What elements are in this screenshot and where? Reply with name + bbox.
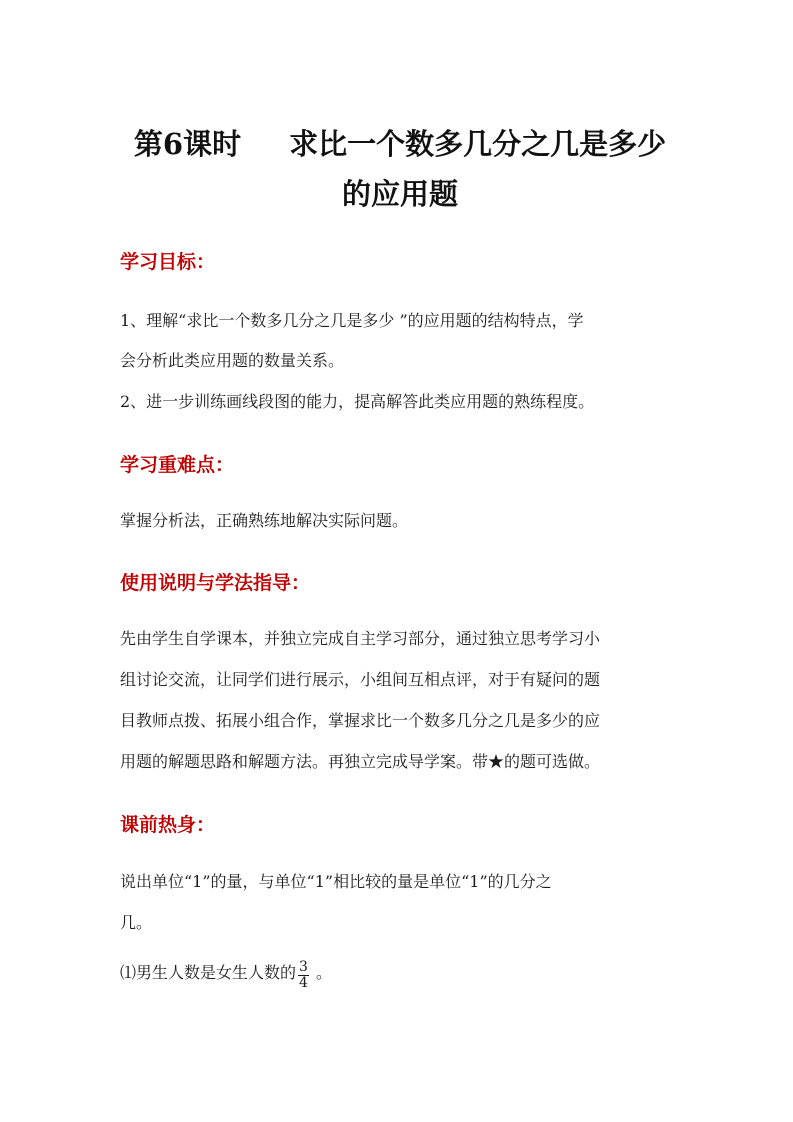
key-points-heading: 学习重难点： [120,454,235,476]
warmup-question-1 [120,958,680,989]
guidance-line3: 目教师点拨、拓展小组合作，掌握求比一个数多几分之几是多少的应 [120,711,601,730]
guidance-heading: 使用说明与学法指导： [120,572,311,594]
warmup-heading: 课前热身： [120,814,216,836]
lesson-title-line1 [120,124,680,164]
objective-2: 2、进一步训练画线段图的能力，提高解答此类应用题的熟练程度。 [120,392,595,411]
fraction-numerator: 3 [299,959,308,975]
fraction-three-quarters [298,960,309,991]
key-points-text: 掌握分析法，正确熟练地解决实际问题。 [120,511,409,530]
fraction-denominator: 4 [299,975,308,991]
guidance-line4: 用题的解题思路和解题方法。再独立完成导学案。带★的题可选做。 [120,752,601,771]
question-1-prefix: ⑴男生人数是女生人数的 [120,963,297,982]
question-1-suffix: 。 [310,963,333,982]
warmup-line1: 说出单位“1”的量，与单位“1”相比较的量是单位“1”的几分之 [120,872,552,891]
objectives-heading: 学习目标： [120,251,216,273]
objective-1-line1: 1、理解“求比一个数多几分之几是多少 ”的应用题的结构特点，学 [120,311,584,330]
guidance-line2: 组讨论交流，让同学们进行展示，小组间互相点评，对于有疑问的题 [120,670,601,689]
lesson-title-line2: 的应用题 [341,177,458,211]
objective-1-line2: 会分析此类应用题的数量关系。 [120,351,345,370]
warmup-line2: 几。 [120,913,153,932]
lesson-topic: 求比一个数多几分之几是多少 [289,127,667,161]
guidance-line1: 先由学生自学课本，并独立完成自主学习部分，通过独立思考学习小 [120,629,601,648]
lesson-number: 第6课时 [133,127,242,161]
